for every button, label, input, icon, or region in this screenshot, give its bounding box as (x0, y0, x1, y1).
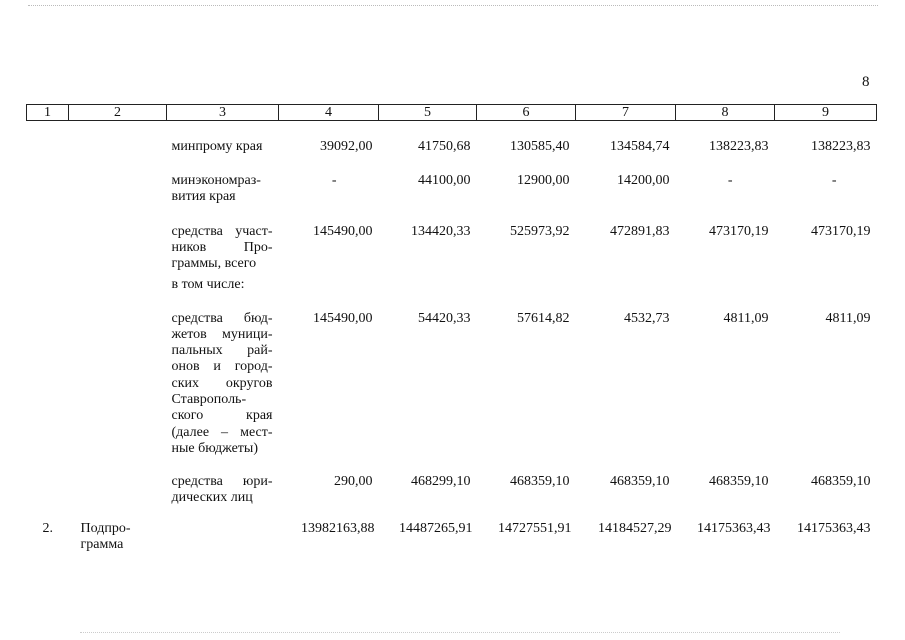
row-label: минпрому края (171, 139, 263, 154)
value-cell: 4811,09 (723, 310, 769, 326)
header-cell: 1 (27, 105, 69, 121)
value-cell: 290,00 (334, 473, 373, 489)
value-cell: 4811,09 (825, 310, 871, 326)
value-cell: 134420,33 (411, 223, 471, 239)
value-cell: 525973,92 (510, 223, 570, 239)
value-cell: 39092,00 (320, 139, 373, 154)
row-label: средства бюд-жетов муници-пальных рай-онов и город-ских округов Ставрополь-ского края (далее – мест-ные бюджеты) (171, 310, 273, 456)
value-cell: 138223,83 (811, 139, 871, 154)
value-cell: 13982163,88 (301, 520, 375, 536)
value-cell: 4532,73 (624, 310, 670, 326)
row-index: 2. (42, 520, 53, 536)
value-cell: 138223,83 (709, 139, 769, 154)
value-cell: - (331, 172, 337, 188)
top-dotted-line (28, 5, 878, 6)
table-row (27, 121, 877, 161)
value-cell: 14200,00 (617, 172, 670, 188)
table-row (27, 516, 877, 556)
value-cell: 44100,00 (418, 172, 471, 188)
value-cell: 14175363,43 (697, 520, 771, 536)
bottom-dotted-line (80, 632, 840, 633)
table-row (27, 468, 877, 516)
value-cell: 12900,00 (517, 172, 570, 188)
header-cell: 9 (775, 105, 877, 121)
table-row (27, 212, 877, 273)
value-cell: 468359,10 (811, 473, 871, 489)
budget-table (26, 104, 877, 556)
row-index (27, 212, 69, 273)
table-row (27, 303, 877, 468)
header-cell: 4 (279, 105, 379, 121)
value-cell: - (727, 172, 733, 188)
header-cell: 8 (676, 105, 775, 121)
value-cell: 41750,68 (418, 139, 471, 154)
value-cell (676, 273, 775, 303)
value-cell: 130585,40 (510, 139, 570, 154)
value-cell (775, 273, 877, 303)
value-cell: 473170,19 (709, 223, 769, 239)
value-cell: 468359,10 (610, 473, 670, 489)
value-cell: 14727551,91 (498, 520, 572, 536)
row-label: средства участ-ников Про-граммы, всего (171, 223, 273, 272)
row-label: минэкономраз-вития края (171, 172, 261, 204)
value-cell: 468359,10 (709, 473, 769, 489)
row-program (69, 121, 167, 161)
row-label: средства юри-дических лиц (171, 473, 273, 505)
header-cell: 3 (167, 105, 279, 121)
value-cell (576, 273, 676, 303)
header-cell: 2 (69, 105, 167, 121)
header-cell: 6 (477, 105, 576, 121)
row-index (27, 468, 69, 516)
row-program (69, 273, 167, 303)
value-cell: 57614,82 (517, 310, 570, 326)
value-cell: 14487265,91 (399, 520, 473, 536)
row-index (27, 161, 69, 212)
value-cell: 145490,00 (313, 310, 373, 326)
value-cell (379, 273, 477, 303)
value-cell: 468359,10 (510, 473, 570, 489)
row-program: Подпро-грамма (80, 520, 131, 552)
value-cell: 473170,19 (811, 223, 871, 239)
row-program (69, 303, 167, 468)
row-label: в том числе: (171, 276, 245, 292)
value-cell: 145490,00 (313, 223, 373, 239)
row-label (167, 516, 279, 556)
row-index (27, 303, 69, 468)
value-cell: 14175363,43 (797, 520, 871, 536)
value-cell: 468299,10 (411, 473, 471, 489)
header-cell: 7 (576, 105, 676, 121)
header-cell: 5 (379, 105, 477, 121)
header-row (27, 105, 877, 121)
table-row (27, 273, 877, 303)
page-number: 8 (862, 74, 870, 90)
row-program (69, 161, 167, 212)
row-program (69, 212, 167, 273)
value-cell: 472891,83 (610, 223, 670, 239)
row-index (27, 121, 69, 161)
row-index (27, 273, 69, 303)
value-cell: - (831, 172, 837, 188)
value-cell: 54420,33 (418, 310, 471, 326)
value-cell: 134584,74 (610, 139, 670, 154)
table-row (27, 161, 877, 212)
value-cell: 14184527,29 (598, 520, 672, 536)
value-cell (279, 273, 379, 303)
value-cell (477, 273, 576, 303)
row-program (69, 468, 167, 516)
